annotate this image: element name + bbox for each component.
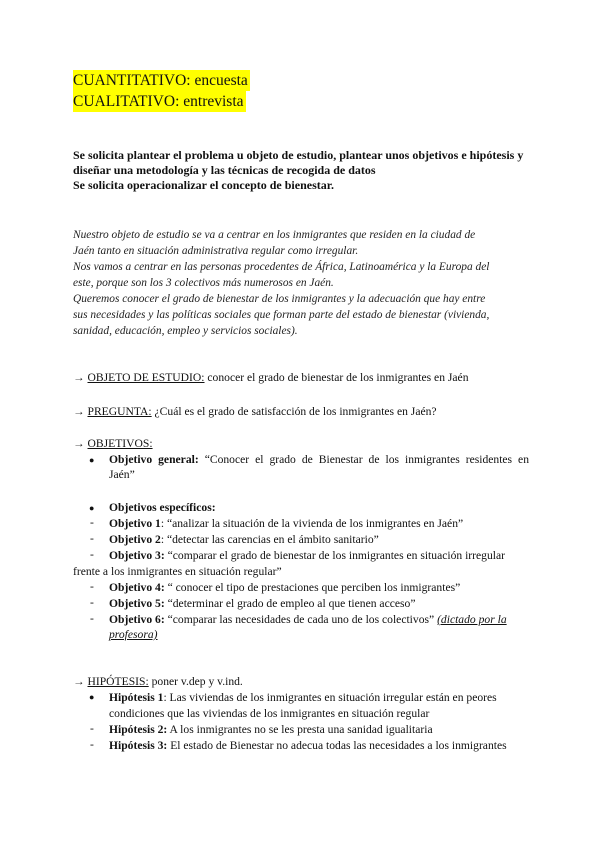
hypothesis-text-cont: condiciones que las viviendas de los inmigrantes en situación regular: [109, 707, 430, 720]
assignment-block: [73, 148, 533, 193]
general-objective-text: “Conocer el grado de Bienestar de los inmigrantes residentes en: [198, 453, 530, 466]
hypothesis-label: Hipótesis 1: [109, 691, 164, 704]
general-objective: [109, 452, 529, 482]
dash-icon: -: [90, 722, 94, 735]
objective-item: [109, 612, 529, 627]
objectives-label: OBJETIVOS:: [87, 437, 153, 450]
objective-text: “comparar el grado de bienestar de los inmigrantes en situación irregular: [164, 549, 505, 562]
objective-label: Objetivo 3:: [109, 549, 165, 562]
objective-label: Objetivo 2: [109, 533, 161, 546]
arrow-icon: →: [73, 437, 85, 450]
objective-label: Objetivo 6:: [109, 613, 165, 626]
objective-text-cont: frente a los inmigrantes en situación regular”: [73, 565, 282, 578]
objective-text: “comparar las necesidades de cada uno de los colectivos”: [164, 613, 438, 626]
specific-objectives-label: Objetivos específicos:: [109, 501, 216, 514]
qualitative-method: CUALITATIVO: entrevista: [73, 93, 244, 110]
objective-text: : “detectar las carencias en el ámbito sanitario”: [160, 533, 379, 546]
general-objective-label: Objetivo general:: [109, 453, 199, 466]
hypothesis-label: Hipótesis 2:: [109, 723, 168, 736]
objective-item: [109, 532, 379, 547]
arrow-icon: →: [73, 675, 85, 688]
intro-line: Nuestro objeto de estudio se va a centrar en los inmigrantes que residen en la ciudad de: [73, 229, 476, 241]
hypothesis-item: [109, 738, 507, 753]
intro-line: sanidad, educación, empleo y servicios sociales).: [73, 325, 298, 337]
hypothesis-item: [109, 690, 497, 705]
objective-item: [109, 548, 505, 563]
objective-text: “ conocer el tipo de prestaciones que perciben los inmigrantes”: [164, 581, 461, 594]
objective-item: [109, 580, 460, 595]
dash-icon: -: [90, 516, 94, 529]
objective-item: [109, 516, 463, 531]
methods-block: [73, 70, 250, 112]
hypothesis-text: El estado de Bienestar no adecua todas las necesidades a los inmigrantes: [167, 739, 507, 752]
objective-label: Objetivo 1: [109, 517, 161, 530]
objectives-heading: [73, 436, 153, 451]
objective-note: (dictado por la: [437, 613, 507, 626]
intro-line: Nos vamos a centrar en las personas procedentes de África, Latinoamérica y la Europa del: [73, 261, 490, 273]
dash-icon: -: [90, 596, 94, 609]
intro-line: Jaén tanto en situación administrativa regular como irregular.: [73, 245, 359, 257]
dash-icon: -: [90, 612, 94, 625]
general-objective-text-cont: Jaén”: [109, 468, 135, 481]
objective-note-cont: profesora): [109, 628, 158, 641]
dash-icon: -: [90, 580, 94, 593]
hypothesis-text: : Las viviendas de los inmigrantes en situación irregular están en peores: [163, 691, 497, 704]
bullet-icon: ●: [89, 455, 95, 465]
dash-icon: -: [90, 548, 94, 561]
objective-text: : “analizar la situación de la vivienda de los inmigrantes en Jaén”: [160, 517, 464, 530]
hypotheses-label: HIPÓTESIS:: [87, 675, 149, 688]
objective-text: “determinar el grado de empleo al que tienen acceso”: [164, 597, 416, 610]
hypotheses-text: poner v.dep y v.ind.: [148, 675, 243, 688]
intro-line: Queremos conocer el grado de bienestar de los inmigrantes y la adecuación que hay entre: [73, 293, 486, 305]
bullet-icon: ●: [89, 503, 95, 513]
intro-paragraph: [73, 227, 533, 339]
hypotheses-heading: [73, 674, 243, 689]
assignment-line: Se solicita plantear el problema u objeto de estudio, plantear unos objetivos e hipótesis y: [73, 148, 524, 162]
arrow-icon: →: [73, 371, 85, 384]
assignment-line: Se solicita operacionalizar el concepto de bienestar.: [73, 178, 334, 192]
objective-label: Objetivo 5:: [109, 597, 165, 610]
object-of-study-label: OBJETO DE ESTUDIO:: [87, 371, 205, 384]
object-of-study-text: conocer el grado de bienestar de los inmigrantes en Jaén: [204, 371, 469, 384]
hypothesis-item: [109, 722, 433, 737]
hypothesis-label: Hipótesis 3:: [109, 739, 168, 752]
intro-line: sus necesidades y las políticas sociales que forman parte del estado de bienestar (vivienda,: [73, 309, 490, 321]
quantitative-method: CUANTITATIVO: encuesta: [73, 72, 248, 89]
question-label: PREGUNTA:: [87, 405, 152, 418]
objective-label: Objetivo 4:: [109, 581, 165, 594]
question-text: ¿Cuál es el grado de satisfacción de los inmigrantes en Jaén?: [151, 405, 437, 418]
dash-icon: -: [90, 738, 94, 751]
object-of-study: [73, 370, 469, 385]
hypothesis-text: A los inmigrantes no se les presta una sanidad igualitaria: [167, 723, 433, 736]
question: [73, 404, 437, 419]
assignment-line: diseñar una metodología y las técnicas de recogida de datos: [73, 163, 376, 177]
arrow-icon: →: [73, 405, 85, 418]
dash-icon: -: [90, 532, 94, 545]
intro-line: este, porque son los 3 colectivos más numerosos en Jaén.: [73, 277, 334, 289]
objective-item: [109, 596, 415, 611]
bullet-icon: ●: [89, 692, 95, 702]
